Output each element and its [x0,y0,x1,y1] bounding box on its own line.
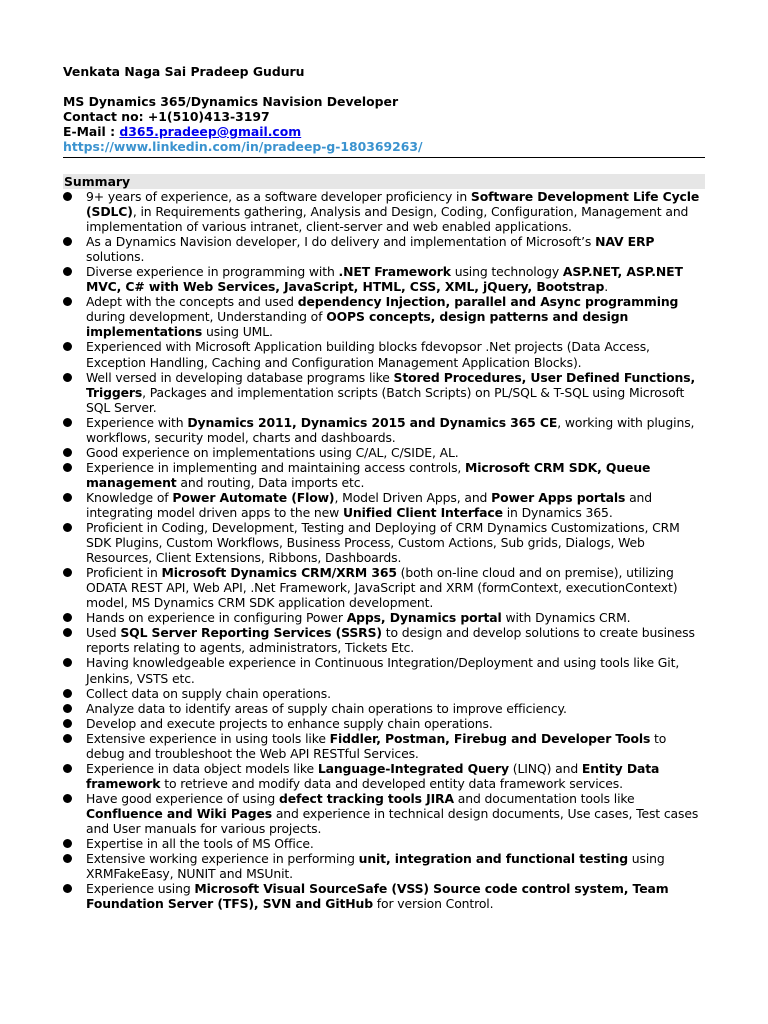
summary-item-emphasis: Stored Procedures, User Defined Functions, Triggers [86,369,696,400]
summary-item [63,565,705,610]
summary-item [63,294,705,339]
summary-item-emphasis: NAV ERP [595,234,655,250]
bullet-icon [63,297,72,306]
summary-item-text: 9+ years of experience, as a software developer proficiency in [86,189,471,204]
summary-item-text: in Dynamics 365. [502,504,613,520]
summary-item [63,610,705,625]
bullet-icon [63,192,72,201]
summary-item-text: (both on-line cloud and on premise), utilizing ODATA REST API, Web API, .Net Framework, JavaScript and XRM (formContext, executionContext) model, MS Dynamics CRM SDK application development. [86,565,678,611]
summary-item-text: Well versed in developing database programs like [86,369,394,385]
summary-item [63,851,705,881]
bullet-icon [63,448,72,457]
summary-item [63,791,705,836]
email-label: E-Mail : [63,124,120,139]
summary-item-text: Proficient in Coding, Development, Testing and Deploying of CRM Dynamics Customizations, CRM SDK Plugins, Custom Workflows, Business Process, Custom Actions, Sub grids, Dialogs, Web Resources, Client Extensions, Ribbons, Dashboards. [86,520,680,566]
summary-item-text: Hands on experience in configuring Power [86,610,347,626]
summary-item-text: Knowledge of [86,489,173,505]
summary-item-emphasis: ASP.NET, ASP.NET MVC, C# with Web Services, JavaScript, HTML, CSS, XML, jQuery, Bootstrap [86,264,683,295]
summary-item-emphasis: OOPS concepts, design patterns and design implementations [86,309,629,340]
summary-heading: Summary [64,174,131,189]
contact-line [63,109,705,124]
email-link[interactable]: d365.pradeep@gmail.com [119,124,302,139]
summary-item-emphasis: Entity Data framework [86,760,660,791]
summary-item-text: Experienced with Microsoft Application building blocks fdevopsor .Net projects (Data Access, Exception Handling, Caching and Configuration Management Application Blocks). [86,339,650,370]
summary-item [63,686,705,701]
summary-item-text: Diverse experience in programming with [86,264,339,280]
summary-item-text: to design and develop solutions to create business reports relating to agents, administrators, Tickets Etc. [86,625,695,656]
summary-item [63,264,705,294]
summary-item-text: Having knowledgeable experience in Continuous Integration/Deployment and using tools like Git, Jenkins, VSTS etc. [86,655,680,686]
summary-item [63,731,705,761]
summary-item-text: As a Dynamics Navision developer, I do delivery and implementation of Microsoft’s [86,234,596,250]
summary-item [63,761,705,791]
bullet-icon [63,373,72,382]
summary-item-emphasis: unit, integration and functional testing [358,851,628,867]
summary-item-emphasis: Confluence and Wiki Pages [86,805,273,821]
header-divider [63,157,705,158]
bullet-icon [63,794,72,803]
bullet-icon [63,613,72,622]
summary-item [63,881,705,911]
summary-item-text: Collect data on supply chain operations. [86,685,331,701]
bullet-icon [63,719,72,728]
summary-item-text: (LINQ) and [508,760,582,776]
candidate-role: MS Dynamics 365/Dynamics Navision Developer [63,94,399,109]
bullet-icon [63,764,72,773]
summary-item-emphasis: defect tracking tools JIRA [278,790,454,806]
bullet-icon [63,342,72,351]
bullet-icon [63,734,72,743]
summary-item [63,339,705,369]
summary-item [63,490,705,520]
summary-item-text: Have good experience of using [86,790,279,806]
summary-item-text: , Model Driven Apps, and [334,489,492,505]
summary-item [63,520,705,565]
summary-item [63,415,705,445]
summary-item [63,701,705,716]
summary-item [63,370,705,415]
summary-heading-bar [63,174,705,189]
bullet-icon [63,704,72,713]
summary-item-text: for version Control. [372,896,494,912]
summary-item-text: and integrating model driven apps to the new [86,489,653,520]
summary-item-text: Analyze data to identify areas of supply chain operations to improve efficiency. [86,700,567,716]
contact-label: Contact no: [63,109,148,124]
summary-item-text: Adept with the concepts and used [86,294,298,310]
summary-item-text: using UML. [202,324,273,340]
email-line [63,124,705,139]
bullet-icon [63,628,72,637]
summary-item [63,445,705,460]
summary-item-text: during development, Understanding of [86,309,327,325]
summary-item-text: Extensive experience in using tools like [86,730,330,746]
bullet-icon [63,523,72,532]
linkedin-line [63,139,705,154]
summary-item-emphasis: Power Apps portals [491,489,626,505]
resume-header [63,64,705,154]
summary-item-text: . [604,279,609,295]
summary-item-text: Used [86,625,121,641]
bullet-icon [63,267,72,276]
summary-item-emphasis: .NET Framework [338,264,451,280]
bullet-icon [63,839,72,848]
summary-item [63,625,705,655]
summary-item-emphasis: Microsoft Dynamics CRM/XRM 365 [161,565,397,581]
summary-item-text: Extensive working experience in performing [86,851,359,867]
bullet-icon [63,854,72,863]
candidate-name: Venkata Naga Sai Pradeep Guduru [63,64,305,79]
summary-item [63,836,705,851]
summary-item-text: Experience in data object models like [86,760,318,776]
summary-item-text: using technology [450,264,563,280]
summary-item-text: Develop and execute projects to enhance supply chain operations. [86,715,493,731]
summary-item-emphasis: Microsoft CRM SDK, Queue management [86,459,651,490]
summary-item-text: and experience in technical design documents, Use cases, Test cases and User manuals for various projects. [86,805,699,836]
summary-item-text: using XRMFakeEasy, NUNIT and MSUnit. [86,851,665,882]
bullet-icon [63,568,72,577]
summary-item-text: Expertise in all the tools of MS Office. [86,836,314,852]
summary-item [63,655,705,685]
summary-item-emphasis: Dynamics 2011, Dynamics 2015 and Dynamics 365 CE [187,414,558,430]
summary-item-text: Experience using [86,881,195,897]
bullet-icon [63,418,72,427]
summary-item-emphasis: Power Automate (Flow) [172,489,335,505]
summary-item-emphasis: Fiddler, Postman, Firebug and Developer Tools [329,730,651,746]
summary-item-text: Good experience on implementations using C/AL, C/SIDE, AL. [86,444,459,460]
summary-item-text: Experience with [86,414,188,430]
summary-item-text: and documentation tools like [453,790,635,806]
summary-item [63,716,705,731]
bullet-icon [63,493,72,502]
summary-item-text: , in Requirements gathering, Analysis and Design, Coding, Configuration, Management and implementation of various intranet, client-server and web enabled applications. [86,204,689,235]
summary-item-emphasis: Microsoft Visual SourceSafe (VSS) Source code control system, Team Foundation Server (TFS), SVN and GitHub [86,881,669,912]
summary-item-text: Proficient in [86,565,162,581]
bullet-icon [63,237,72,246]
summary-item-emphasis: Language-Integrated Query [317,760,509,776]
summary-item-text: , Packages and implementation scripts (Batch Scripts) on PL/SQL & T-SQL using Microsoft SQL Server. [86,384,685,415]
summary-item-text: with Dynamics CRM. [501,610,631,626]
summary-item-emphasis: dependency Injection, parallel and Async programming [297,294,679,310]
summary-item-text: to debug and troubleshoot the Web API RESTful Services. [86,730,667,761]
summary-item [63,234,705,264]
bullet-icon [63,884,72,893]
contact-number: +1(510)413-3197 [147,109,270,124]
summary-item [63,460,705,490]
summary-item-text: Experience in implementing and maintaining access controls, [86,459,466,475]
summary-item-text: and routing, Data imports etc. [176,474,365,490]
summary-item-text: to retrieve and modify data and developed entity data framework services. [160,775,623,791]
bullet-icon [63,689,72,698]
summary-item-emphasis: SQL Server Reporting Services (SSRS) [120,625,382,641]
bullet-icon [63,658,72,667]
summary-list [63,189,705,911]
summary-item [63,189,705,234]
summary-item-emphasis: Software Development Life Cycle (SDLC) [86,189,700,220]
summary-item-emphasis: Apps, Dynamics portal [346,610,502,626]
summary-item-text: solutions. [86,249,145,265]
summary-item-emphasis: Unified Client Interface [342,504,503,520]
summary-item-text: , working with plugins, workflows, security model, charts and dashboards. [86,414,695,445]
bullet-icon [63,463,72,472]
linkedin-link[interactable]: https://www.linkedin.com/in/pradeep-g-180369263/ [63,139,423,154]
